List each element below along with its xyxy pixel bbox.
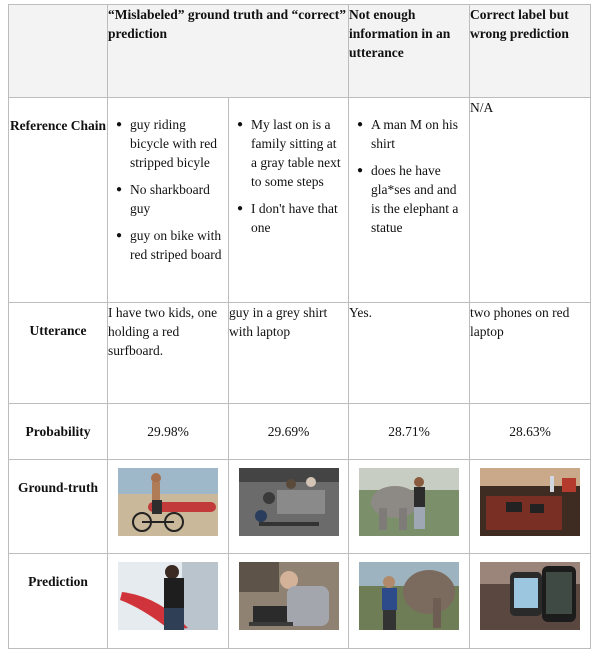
utterance-cell-3: Yes. [349,303,470,404]
header-row [9,5,591,98]
reference-chain-cell-2 [229,98,349,303]
row-label-probability: Probability [9,404,108,460]
two-phones-closeup-photo [480,562,580,630]
prediction-cell-1 [108,554,229,649]
reference-chain-row [9,98,591,303]
list-item: ● I don't have that one [251,199,342,237]
list-item: ● guy riding bicycle with red stripped bicyle [130,115,222,172]
row-label-prediction: Prediction [9,554,108,649]
list-item: ● guy on bike with red striped board [130,226,222,264]
man-standing-by-elephant-statue-photo [359,468,459,536]
column-header-mislabeled: “Mislabeled” ground truth and “correct” prediction [108,5,349,98]
family-at-table-from-above-photo [239,468,339,536]
ground-truth-cell-2 [229,460,349,554]
man-in-grey-shirt-with-laptop-photo [239,562,339,630]
ground-truth-cell-3 [349,460,470,554]
ground-truth-row [9,460,591,554]
comparison-table [8,4,591,649]
probability-cell-3: 28.71% [349,404,470,460]
column-header-correct-label: Correct label but wrong prediction [470,5,591,98]
probability-cell-2: 29.69% [229,404,349,460]
reference-chain-cell-3 [349,98,470,303]
utterance-row [9,303,591,404]
reference-chain-cell-4: N/A [470,98,591,303]
probability-cell-1: 29.98% [108,404,229,460]
prediction-cell-3 [349,554,470,649]
desk-with-laptop-and-phones-photo [480,468,580,536]
list-item: ● A man M on his shirt [371,115,463,153]
prediction-row [9,554,591,649]
man-next-to-elephant-photo [359,562,459,630]
probability-cell-4: 28.63% [470,404,591,460]
row-label-utterance: Utterance [9,303,108,404]
header-corner [9,5,108,98]
reference-chain-cell-1 [108,98,229,303]
list-item: ● My last on is a family sitting at a gray table next to some steps [251,115,342,191]
list-item: ● does he have gla*ses and and is the elephant a statue [371,161,463,237]
utterance-cell-1: I have two kids, one holding a red surfboard. [108,303,229,404]
man-on-bicycle-with-surfboard-photo [118,468,218,536]
row-label-ground-truth: Ground-truth [9,460,108,554]
ground-truth-cell-4 [470,460,591,554]
probability-row [9,404,591,460]
ground-truth-cell-1 [108,460,229,554]
surfer-with-red-surfboard-photo [118,562,218,630]
prediction-cell-2 [229,554,349,649]
list-item: ● No sharkboard guy [130,180,222,218]
row-label-reference-chain: Reference Chain [9,98,108,303]
utterance-cell-2: guy in a grey shirt with laptop [229,303,349,404]
column-header-not-enough-info: Not enough information in an utterance [349,5,470,98]
prediction-cell-4 [470,554,591,649]
utterance-cell-4: two phones on red laptop [470,303,591,404]
